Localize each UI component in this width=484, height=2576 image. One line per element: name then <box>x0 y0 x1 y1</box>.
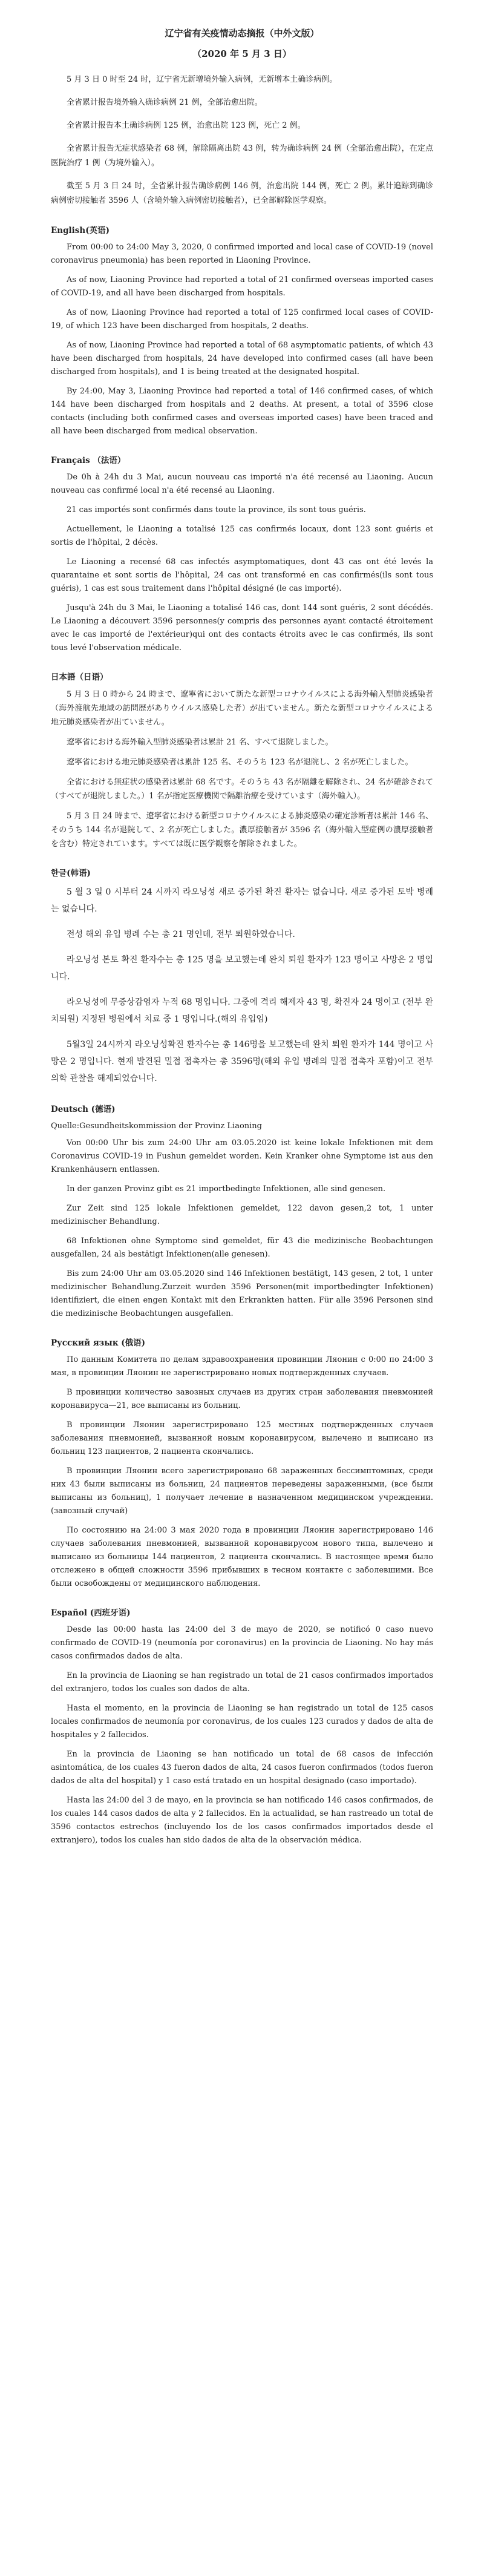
paragraph: En la provincia de Liaoning se han registrado un total de 21 casos confirmados importados del extranjero, todos los cuales son dados de alta. <box>51 1671 433 1694</box>
section-heading: Français （法语） <box>51 456 126 465</box>
section-en <box>51 224 433 438</box>
paragraph: Actuellement, le Liaoning a totalisé 125 cas confirmés locaux, dont 123 sont guéris et sortis de l'hôpital, 2 décès. <box>51 525 433 547</box>
paragraph: 전성 해외 유입 병례 수는 총 21 명인데, 전부 퇴원하였습니다. <box>67 930 295 939</box>
paragraph: En la provincia de Liaoning se han notificado un total de 68 casos de infección asintomática, de los cuales 43 fueron dados de alta, 24 casos fueron confirmados (todos fueron dados de alta del hospital) y 1 caso está tratado en un hospital designado (caso importado). <box>51 1750 433 1786</box>
paragraph: 68 Infektionen ohne Symptome sind gemeldet, für 43 die medizinische Beobachtungen ausgefallen, 24 als bestätigt Infektionen(alle genesen). <box>51 1237 433 1259</box>
paragraph: 5 月 3 日 24 時まで、遼寧省における新型コロナウイルスによる肺炎感染の確定診断者は累計 146 名、そのうち 144 名が退院して、2 名が死亡しました。濃厚接触者が 3596 名（海外輸入型症例の濃厚接触者を含む）特定されています。すべては既に医学観察を解除されました。 <box>51 812 433 849</box>
paragraph: From 00:00 to 24:00 May 3, 2020, 0 confirmed imported and local case of COVID-19 (novel coronavirus pneumonia) has been reported in Liaoning Province. <box>51 243 433 265</box>
paragraph: As of now, Liaoning Province had reported a total of 21 confirmed overseas imported cases of COVID-19, and all have been discharged from hospitals. <box>51 275 433 298</box>
paragraph: 全省累计报告无症状感染者 68 例，解除隔离出院 43 例，转为确诊病例 24 例（全部治愈出院），在定点医院治疗 1 例（为境外输入）。 <box>51 144 433 168</box>
paragraph: As of now, Liaoning Province had reported a total of 68 asymptomatic patients, of which 43 have been discharged from hospitals, 24 have developed into confirmed cases (all have been discharged from hospitals), and 1 is being treated at the designated hospital. <box>51 341 433 376</box>
section-zh <box>51 73 433 208</box>
paragraph: Von 00:00 Uhr bis zum 24:00 Uhr am 03.05.2020 ist keine lokale Infektionen mit dem Coronavirus COVID-19 in Fushun gemeldet worden. Kein Kranker ohne Symptome ist aus den Krankenhäusern entlassen. <box>51 1138 433 1174</box>
section-heading: Español (西班牙语) <box>51 1608 131 1618</box>
paragraph: Desde las 00:00 hasta las 24:00 del 3 de mayo de 2020, se notificó 0 caso nuevo confirmado de COVID-19 (neumonía por coronavirus) en la provincia de Liaoning. No hay más casos confirmados dados de alta. <box>51 1625 433 1661</box>
section-ko <box>51 867 433 1087</box>
paragraph: 5 月 3 日 0 時から 24 時まで、遼寧省において新たな新型コロナウイルスによる海外輸入型肺炎感染者（海外渡航先地域の訪問歴がありウイルス感染した者）が出ていません。新たな新型コロナウイルスによる地元肺炎感染者が出ていません。 <box>51 690 433 727</box>
paragraph: По состоянию на 24:00 3 мая 2020 года в провинции Ляонин зарегистрировано 146 случаев заболевания пневмонией, вызванной коронавирусом нового типа, вылечено и выписано из больницы 144 пациентов, 2 пациента скончались. В настоящее время было отслежено в общей сложности 3596 прибывших в тесном контакте с заболевшими. Все были освобождены от медицинского наблюдения. <box>51 1526 433 1588</box>
paragraph: 21 cas importés sont confirmés dans toute la province, ils sont tous guéris. <box>67 505 366 514</box>
paragraph: Hasta las 24:00 del 3 de mayo, en la provincia se han notificado 146 casos confirmados, de los cuales 144 casos dados de alta y 2 fallecidos. En la actualidad, se han rastreado un total de 3596 contactos estrechos (incluyendo los de los casos confirmados importados desde el extranjero), todos los cuales han sido dados de alta de la observación médica. <box>51 1796 433 1845</box>
section-subheading: Quelle:Gesundheitskommission der Provinz Liaoning <box>51 1122 262 1131</box>
paragraph: Bis zum 24:00 Uhr am 03.05.2020 sind 146 Infektionen bestätigt, 143 gesen, 2 tot, 1 unter medizinischer Behandlung.Zurzeit wurden 3596 Personen(mit importbedingter Infektionen) identifiziert, die einen engen Kontakt mit den Erkrankten hatten. Für alle 3596 Personen sind die medizinische Beobachtungen ausgefallen. <box>51 1269 433 1318</box>
paragraph: 全省累计报告境外输入确诊病例 21 例，全部治愈出院。 <box>67 98 263 107</box>
paragraph: Le Liaoning a recensé 68 cas infectés asymptomatiques, dont 43 cas ont été levés la quarantaine et sont sortis de l'hôpital, 24 cas ont transformé en cas confirmés(ils sont tous guéris), 1 cas est sous traitement dans l'hôpital désigné (le cas importé). <box>51 557 433 593</box>
paragraph: 全省における無症状の感染者は累計 68 名です。そのうち 43 名が隔離を解除され、24 名が確診されて（すべてが退院しました。）1 名が指定医療機関で隔離治療を受けています（海外輸入）。 <box>51 778 433 801</box>
sections-container <box>51 73 433 1847</box>
paragraph: 5 月 3 日 0 时至 24 时，辽宁省无新增境外输入病例，无新增本土确诊病例。 <box>67 75 338 84</box>
paragraph: В провинции Ляонин зарегистрировано 125 местных подтвержденных случаев заболевания пневмонией, вызванной новым коронавирусом, вылечено и выписано из больниц 123 пациентов, 2 пациента скончались. <box>51 1421 433 1456</box>
section-heading: English(英语) <box>51 226 110 235</box>
section-ja <box>51 671 433 851</box>
paragraph: Jusqu'à 24h du 3 Mai, le Liaoning a totalisé 146 cas, dont 144 sont guéris, 2 sont décédés. Le Liaoning a découvert 3596 personnes(y compris des personnes ayant contacté étroitement avec le cas importé de l'extérieur)qui ont des contacts étroits avec le cas confirmés, ils sont tous levé l'observation médicale. <box>51 603 433 652</box>
paragraph: As of now, Liaoning Province had reported a total of 125 confirmed local cases of COVID-19, of which 123 have been discharged from hospitals, 2 deaths. <box>51 308 433 330</box>
paragraph: В провинции количество завозных случаев из других стран заболевания пневмонией коронавируса—21, все выписаны из больниц. <box>51 1388 433 1410</box>
paragraph: В провинции Ляонин всего зарегистрировано 68 зараженных бессимптомных, среди них 43 были выписаны из больниц, 24 пациентов переведены зараженными, (все были выписаны из больниц), 1 получает лечение в назначенном медицинском учреждении. (завозный случай) <box>51 1467 433 1516</box>
section-es <box>51 1606 433 1847</box>
paragraph: Hasta el momento, en la provincia de Liaoning se han registrado un total de 125 casos locales confirmados de neumonía por coronavirus, de los cuales 123 curados y dados de alta de hospitales y 2 fallecidos. <box>51 1704 433 1740</box>
document-title: 辽宁省有关疫情动态摘报（中外文版） <box>165 28 319 39</box>
paragraph: 遼寧省における地元肺炎感染者は累計 125 名、そのうち 123 名が退院し、2 名が死亡しました。 <box>67 758 413 767</box>
paragraph: 라오닝성 본토 확진 환자수는 총 125 명을 보고했는데 완치 퇴원 환자가 123 명이고 사망은 2 명입니다. <box>51 955 433 982</box>
paragraph: 截至 5 月 3 日 24 时，全省累计报告确诊病例 146 例，治愈出院 144 例，死亡 2 例。累计追踪到确诊病例密切接触者 3596 人（含境外输入病例密切接触者），已全部解除医学观察。 <box>51 182 433 205</box>
section-de <box>51 1103 433 1321</box>
section-fr <box>51 454 433 655</box>
paragraph: 遼寧省における海外輸入型肺炎感染者は累計 21 名、すべて退院しました。 <box>67 738 333 747</box>
paragraph: By 24:00, May 3, Liaoning Province had reported a total of 146 confirmed cases, of which 144 have been discharged from hospitals and 2 deaths. At present, a total of 3596 close contacts (including both confirmed cases and overseas imported cases) have been traced and all have been discharged from medical observation. <box>51 387 433 436</box>
document-date: （2020 年 5 月 3 日） <box>192 48 292 59</box>
paragraph: 라오닝성에 무증상감염자 누적 68 명입니다. 그중에 격리 해제자 43 명, 확진자 24 명이고 (전부 완치퇴원) 지정된 병원에서 치료 중 1 명입니다.(해외 유입임) <box>51 997 433 1024</box>
paragraph: По данным Комитета по делам здравоохранения провинции Ляонин с 0:00 по 24:00 3 мая, в провинции Ляонин не зарегистрировано новых подтвержденных случаев. <box>51 1355 433 1378</box>
section-heading: 日本語（日语） <box>51 672 108 682</box>
section-ru <box>51 1336 433 1591</box>
paragraph: 5 월 3 일 0 시부터 24 시까지 라오닝성 새로 증가된 확진 환자는 없습니다. 새로 증가된 토박 병례는 없습니다. <box>51 887 433 914</box>
paragraph: 全省累计报告本土确诊病例 125 例，治愈出院 123 例，死亡 2 例。 <box>67 121 306 130</box>
paragraph: In der ganzen Provinz gibt es 21 importbedingte Infektionen, alle sind genesen. <box>67 1184 386 1194</box>
section-heading: Русский язык (俄语) <box>51 1338 146 1348</box>
paragraph: De 0h à 24h du 3 Mai, aucun nouveau cas importé n'a été recensé au Liaoning. Aucun nouveau cas confirmé local n'a été recensé au Liaoning. <box>51 473 433 495</box>
section-heading: 한글(韩语) <box>51 869 91 878</box>
paragraph: Zur Zeit sind 125 lokale Infektionen gemeldet, 122 davon gesen,2 tot, 1 unter medizinischer Behandlung. <box>51 1204 433 1226</box>
section-heading: Deutsch (德语) <box>51 1105 116 1114</box>
paragraph: 5월3일 24시까지 라오닝성확진 환자수는 총 146명을 보고했는데 완치 퇴원 환자가 144 명이고 사망은 2 명입니다. 현재 발견된 밀접 접촉자는 총 3596명(해외 유입 병례의 밀접 접촉자 포함)이고 전부 의학 관찰을 해제되었습니다. <box>51 1040 433 1083</box>
